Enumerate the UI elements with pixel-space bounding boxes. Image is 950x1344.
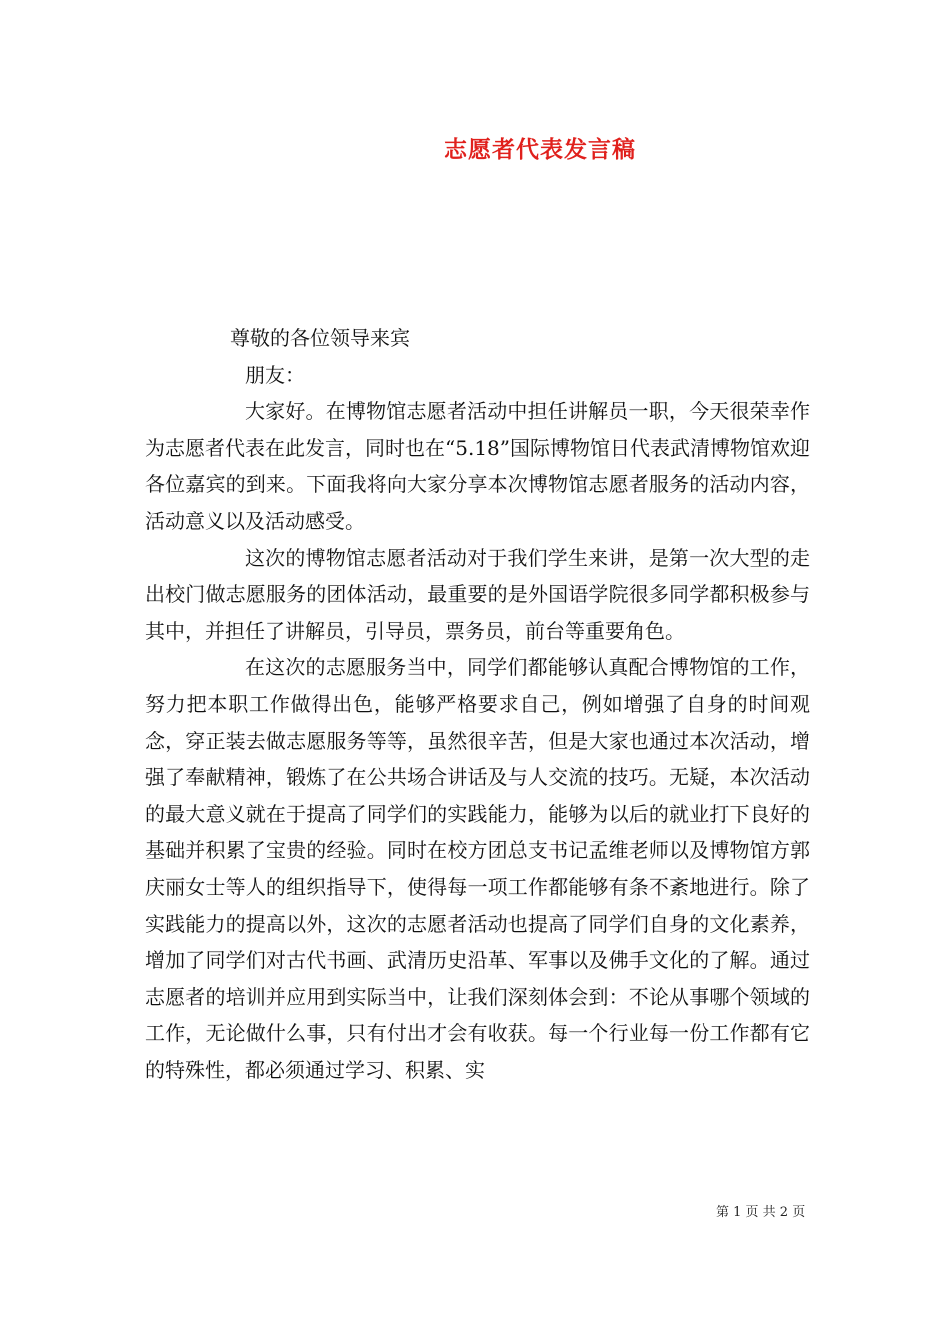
paragraph-list <box>145 393 810 1088</box>
paragraph-3: 在这次的志愿服务当中，同学们都能够认真配合博物馆的工作，努力把本职工作做得出色，能够严格要求自己，例如增强了自身的时间观念，穿正装去做志愿服务等等，虽然很辛苦，但是大家也通过本次活动，增强了奉献精神，锻炼了在公共场合讲话及与人交流的技巧。无疑，本次活动的最大意义就在于提高了同学们的实践能力，能够为以后的就业打下良好的基础并积累了宝贵的经验。同时在校方团总支书记孟维老师以及博物馆方郭庆丽女士等人的组织指导下，使得每一项工作都能够有条不紊地进行。除了实践能力的提高以外，这次的志愿者活动也提高了同学们自身的文化素养，增加了同学们对古代书画、武清历史沿革、军事以及佛手文化的了解。通过志愿者的培训并应用到实际当中，让我们深刻体会到：不论从事哪个领域的工作，无论做什么事，只有付出才会有收获。每一个行业每一份工作都有它的特殊性，都必须通过学习、积累、实 <box>145 655 810 1082</box>
paragraph-1: 大家好。在博物馆志愿者活动中担任讲解员一职，今天很荣幸作为志愿者代表在此发言，同时也在“5.18”国际博物馆日代表武清博物馆欢迎各位嘉宾的到来。下面我将向大家分享本次博物馆志愿者服务的活动内容，活动意义以及活动感受。 <box>145 399 810 533</box>
salutation-line-2: 朋友： <box>245 362 305 387</box>
salutation-line-1: 尊敬的各位领导来宾 <box>230 326 410 350</box>
document-title: 志愿者代表发言稿 <box>444 136 636 163</box>
document-body <box>145 320 810 1088</box>
paragraph-2: 这次的博物馆志愿者活动对于我们学生来讲，是第一次大型的走出校门做志愿服务的团体活动，最重要的是外国语学院很多同学都积极参与其中，并担任了讲解员，引导员，票务员，前台等重要角色。 <box>145 545 810 643</box>
page-number-footer: 第 1 页 共 2 页 <box>716 1205 806 1220</box>
